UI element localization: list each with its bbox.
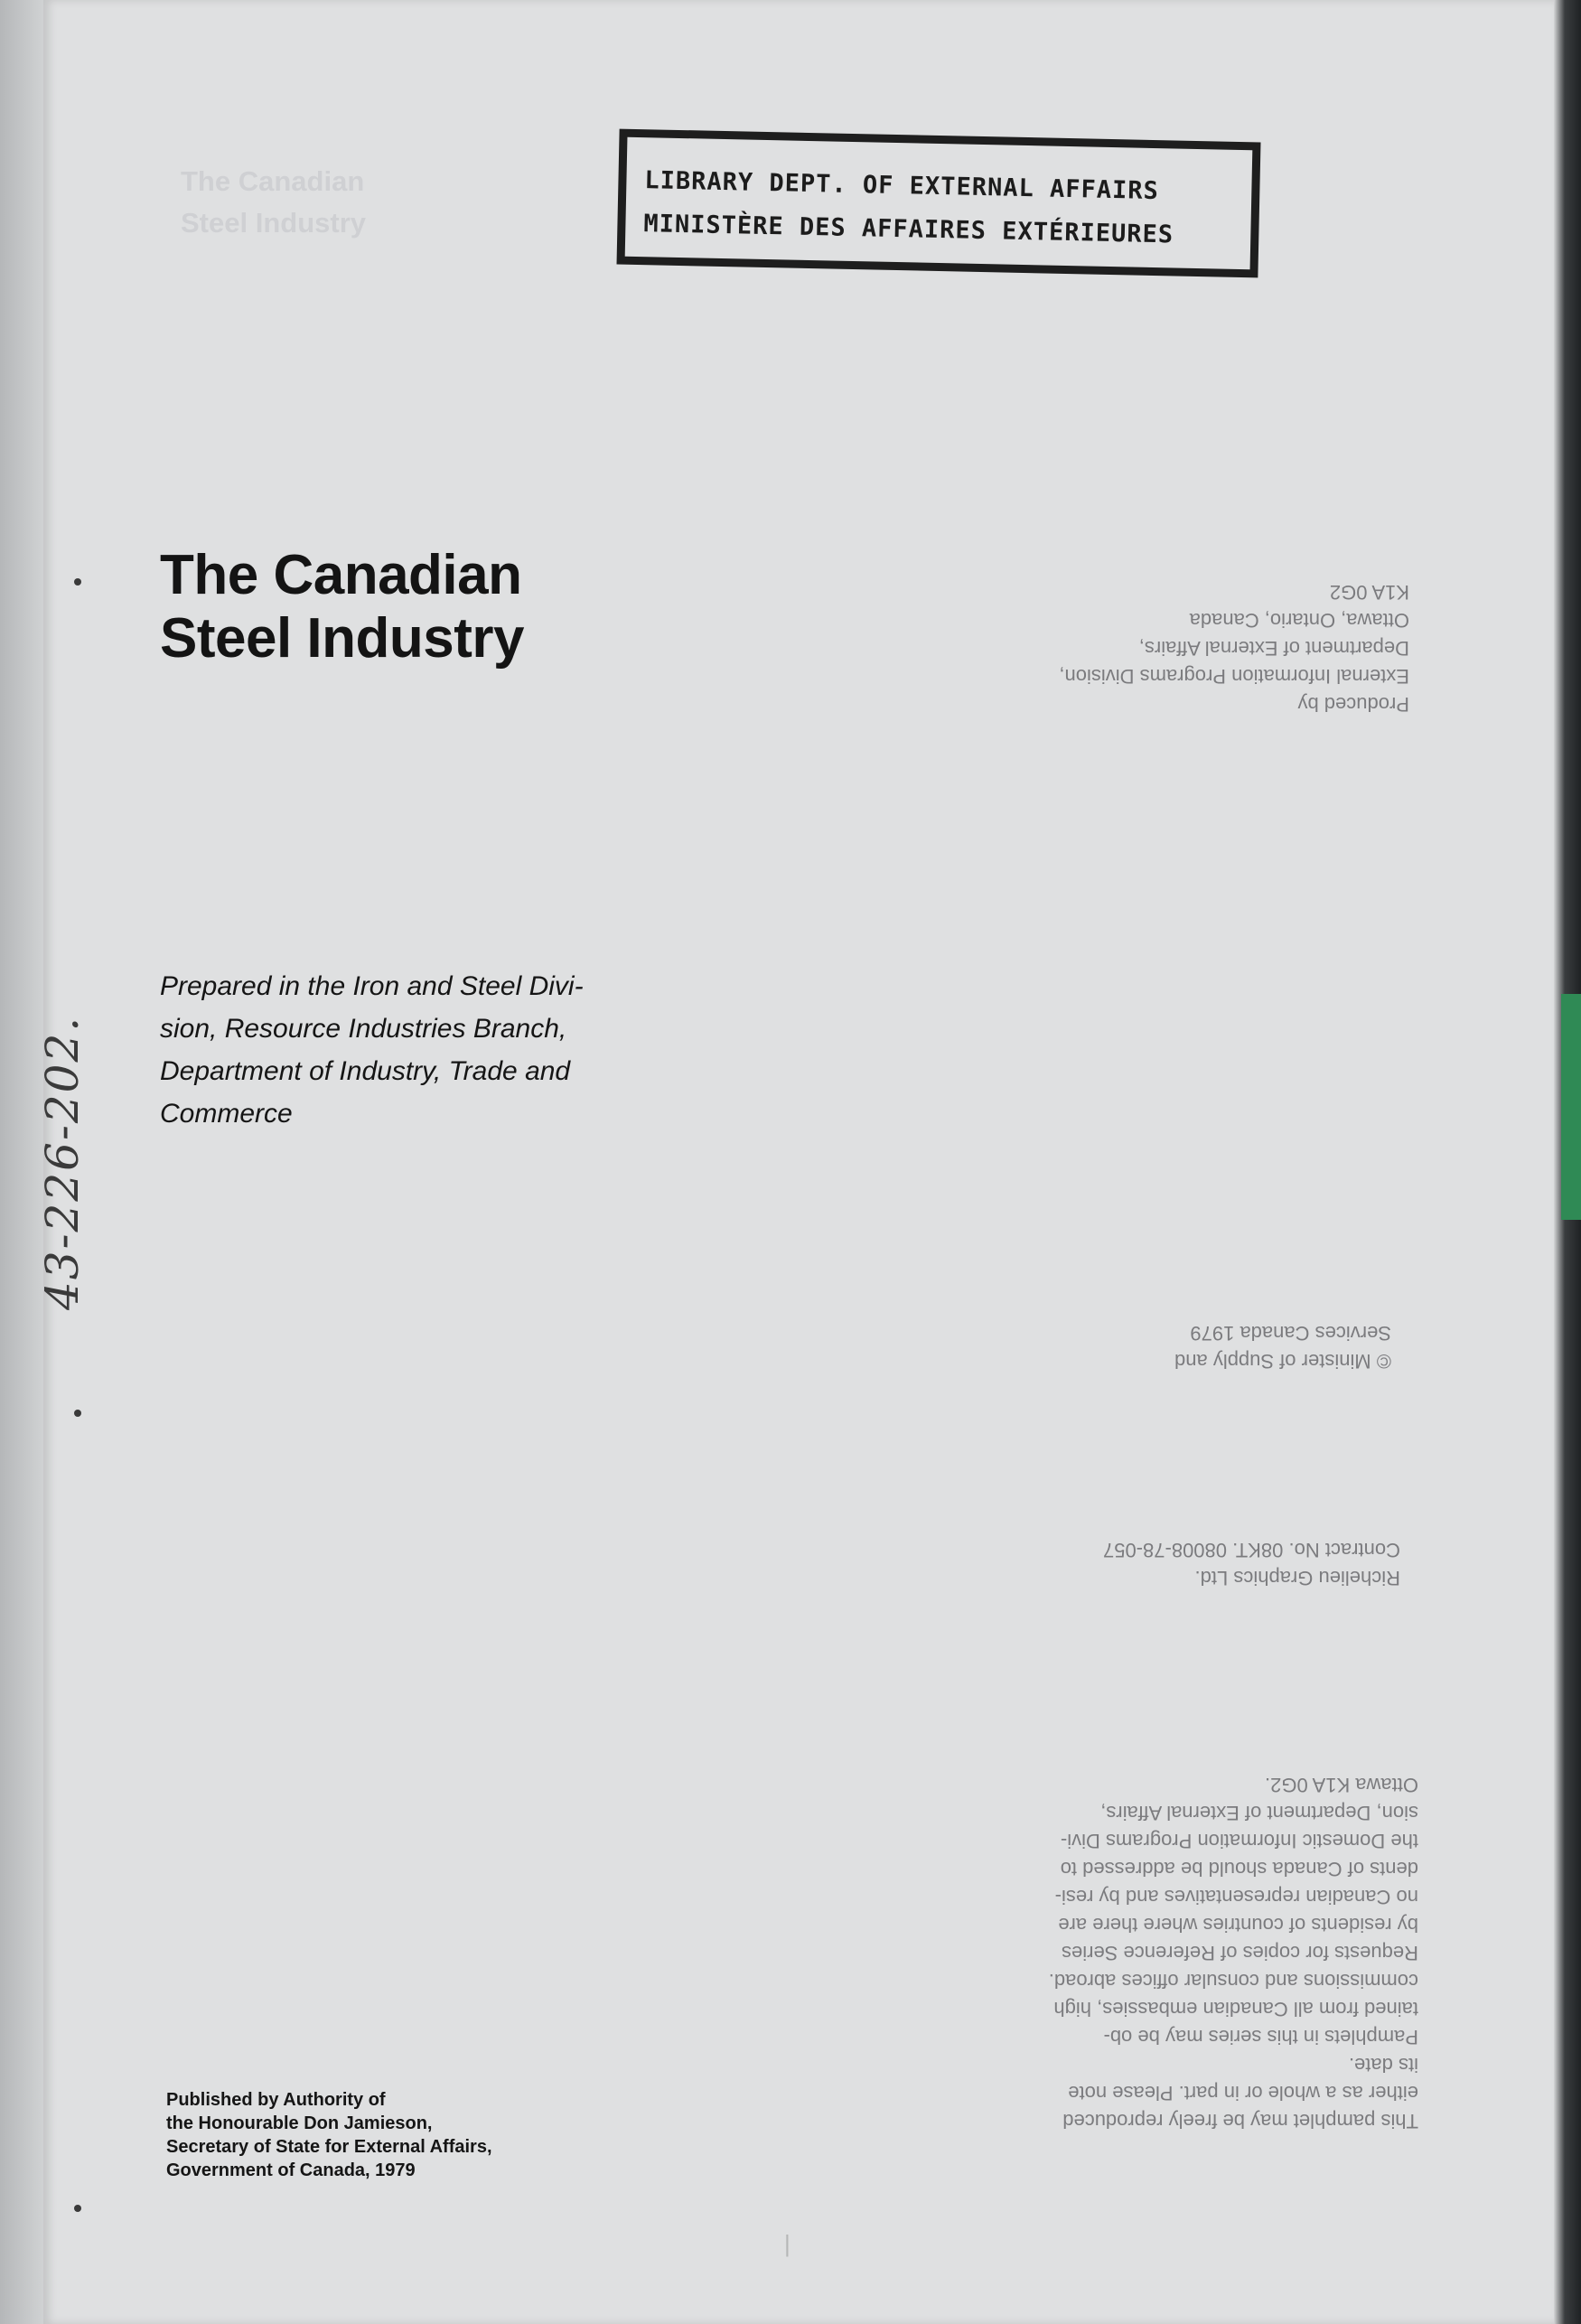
subtitle-line: Department of Industry, Trade and bbox=[160, 1056, 571, 1086]
subtitle-line: Commerce bbox=[160, 1099, 293, 1129]
staple-hole bbox=[74, 578, 81, 586]
stamp-line: LIBRARY DEPT. OF EXTERNAL AFFAIRS bbox=[644, 166, 1160, 206]
subtitle-line: Prepared in the Iron and Steel Divi- bbox=[160, 971, 584, 1001]
library-stamp bbox=[617, 129, 1261, 278]
staple-hole bbox=[74, 2205, 81, 2212]
document-title bbox=[160, 544, 524, 670]
title-line: Steel Industry bbox=[160, 607, 524, 670]
show-through-header: The Canadian Steel Industry bbox=[181, 165, 366, 239]
stamp-line: MINISTÈRE DES AFFAIRES EXTÉRIEURES bbox=[643, 210, 1174, 249]
show-through-printer: Richelieu Graphics Ltd. Contract No. 08KT. 08008-78-057 bbox=[1103, 1539, 1400, 1589]
publisher-line: Secretary of State for External Affairs, bbox=[166, 2137, 492, 2157]
green-tab bbox=[1561, 994, 1581, 1220]
staple-hole bbox=[74, 1410, 81, 1417]
publisher-line: the Honourable Don Jamieson, bbox=[166, 2113, 433, 2133]
show-through-reproduction: This pamphlet may be freely reproduced either as a whole or in part. Please note its date. Pamphlets in this series may be ob- tained from all Canadian embassies, high commissions and consular offices abroad. Requests for copies of Reference Series by residents of countries where there are no Canadian representatives and by resi- dents of Canada should be addressed to the Domestic Information Programs Divi- sion, Department of External Affairs, Ottawa K1A 0G2. bbox=[1048, 1774, 1418, 2132]
document-subtitle bbox=[160, 965, 738, 1135]
show-through-produced-by: Produced by External Information Programs Division, Department of External Affairs, Ottawa, Ontario, Canada K1A 0G2 bbox=[1059, 581, 1409, 716]
show-through-copyright: © Minister of Supply and Services Canada 1979 bbox=[1174, 1322, 1391, 1373]
publisher-line: Government of Canada, 1979 bbox=[166, 2160, 416, 2180]
subtitle-line: sion, Resource Industries Branch, bbox=[160, 1014, 567, 1044]
handwritten-call-number: 43-226-202. bbox=[36, 1015, 89, 1310]
title-line: The Canadian bbox=[160, 544, 522, 606]
page-mark: | bbox=[784, 2230, 790, 2257]
publisher-line: Published by Authority of bbox=[166, 2090, 386, 2110]
publisher-notice bbox=[166, 2088, 672, 2182]
